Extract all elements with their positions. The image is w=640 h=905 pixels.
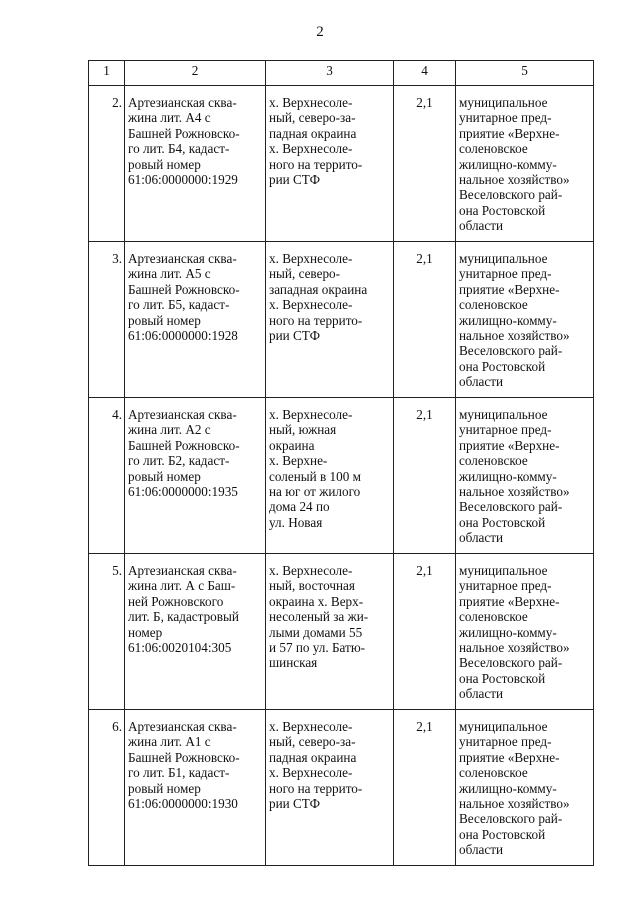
object-line: 61:06:0020104:305 bbox=[128, 640, 232, 656]
location-line: х. Верхнесоле- bbox=[269, 297, 353, 313]
object-description bbox=[125, 710, 266, 866]
location-line: дома 24 по bbox=[269, 499, 330, 515]
object-line: Башней Рожновско- bbox=[128, 749, 240, 765]
owner-line: она Ростовской bbox=[459, 514, 546, 530]
object-line: 61:06:0000000:1928 bbox=[128, 328, 238, 344]
owner-line: приятие «Верхне- bbox=[459, 125, 560, 141]
location-line: рии СТФ bbox=[269, 172, 320, 188]
object-line: 61:06:0000000:1930 bbox=[128, 796, 238, 812]
location-line: падная окраина bbox=[269, 125, 357, 141]
location-line: шинская bbox=[269, 655, 318, 671]
location-line: окраина х. Верх- bbox=[269, 593, 364, 609]
object-line: ровый номер bbox=[128, 312, 201, 328]
owner-line: нальное хозяйство» bbox=[459, 796, 570, 812]
owner-line: муниципальное bbox=[459, 563, 548, 578]
object-owner bbox=[456, 554, 594, 710]
owner-line: жилищно-комму- bbox=[459, 624, 557, 640]
property-table bbox=[88, 60, 594, 866]
owner-line: муниципальное bbox=[459, 407, 548, 422]
object-line: жина лит. А1 с bbox=[128, 734, 211, 750]
owner-line: приятие «Верхне- bbox=[459, 749, 560, 765]
object-description bbox=[125, 242, 266, 398]
location-line: х. Верхнесоле- bbox=[269, 407, 353, 422]
object-area: 2,1 bbox=[394, 710, 456, 866]
location-line: х. Верхнесоле- bbox=[269, 251, 353, 266]
owner-line: жилищно-комму- bbox=[459, 312, 557, 328]
owner-line: соленовское bbox=[459, 141, 528, 157]
object-line: Артезианская сква- bbox=[128, 251, 237, 266]
object-line: Башней Рожновско- bbox=[128, 281, 240, 297]
header-col-2: 2 bbox=[125, 61, 266, 86]
header-col-5: 5 bbox=[456, 61, 594, 86]
object-owner bbox=[456, 86, 594, 242]
location-line: х. Верхне- bbox=[269, 453, 328, 469]
owner-line: унитарное пред- bbox=[459, 110, 552, 126]
owner-line: Веселовского рай- bbox=[459, 811, 563, 827]
owner-line: муниципальное bbox=[459, 95, 548, 110]
object-owner bbox=[456, 242, 594, 398]
location-line: падная окраина bbox=[269, 749, 357, 765]
object-line: го лит. Б4, кадаст- bbox=[128, 141, 230, 157]
table-row bbox=[89, 710, 594, 866]
header-col-3: 3 bbox=[266, 61, 394, 86]
location-line: на юг от жилого bbox=[269, 484, 361, 500]
object-line: лит. Б, кадастровый bbox=[128, 609, 239, 625]
location-line: лыми домами 55 bbox=[269, 624, 363, 640]
location-line: несоленый за жи- bbox=[269, 609, 369, 625]
header-row bbox=[89, 61, 594, 86]
owner-line: области bbox=[459, 686, 504, 702]
object-location bbox=[266, 86, 394, 242]
owner-line: унитарное пред- bbox=[459, 266, 552, 282]
owner-line: нальное хозяйство» bbox=[459, 640, 570, 656]
location-line: западная окраина bbox=[269, 281, 368, 297]
object-line: Башней Рожновско- bbox=[128, 437, 240, 453]
owner-line: жилищно-комму- bbox=[459, 156, 557, 172]
owner-line: Веселовского рай- bbox=[459, 343, 563, 359]
location-line: ного на террито- bbox=[269, 780, 363, 796]
location-line: ул. Новая bbox=[269, 514, 323, 530]
location-line: рии СТФ bbox=[269, 796, 320, 812]
object-line: 61:06:0000000:1935 bbox=[128, 484, 238, 500]
object-line: жина лит. А с Баш- bbox=[128, 578, 236, 594]
owner-line: Веселовского рай- bbox=[459, 499, 563, 515]
owner-line: муниципальное bbox=[459, 251, 548, 266]
row-number: 5. bbox=[89, 554, 125, 710]
object-line: Артезианская сква- bbox=[128, 563, 237, 578]
object-description bbox=[125, 554, 266, 710]
location-line: и 57 по ул. Батю- bbox=[269, 640, 366, 656]
object-line: ровый номер bbox=[128, 780, 201, 796]
owner-line: соленовское bbox=[459, 765, 528, 781]
owner-line: области bbox=[459, 374, 504, 390]
owner-line: она Ростовской bbox=[459, 826, 546, 842]
object-location bbox=[266, 554, 394, 710]
row-number: 3. bbox=[89, 242, 125, 398]
location-line: х. Верхнесоле- bbox=[269, 95, 353, 110]
object-line: ней Рожновского bbox=[128, 593, 224, 609]
object-description bbox=[125, 398, 266, 554]
location-line: окраина bbox=[269, 437, 315, 453]
object-location bbox=[266, 398, 394, 554]
object-location bbox=[266, 710, 394, 866]
object-line: ровый номер bbox=[128, 156, 201, 172]
location-line: ный, северо-за- bbox=[269, 110, 356, 126]
owner-line: области bbox=[459, 218, 504, 234]
object-line: ровый номер bbox=[128, 468, 201, 484]
owner-line: она Ростовской bbox=[459, 670, 546, 686]
owner-line: приятие «Верхне- bbox=[459, 437, 560, 453]
owner-line: унитарное пред- bbox=[459, 578, 552, 594]
location-line: ного на террито- bbox=[269, 156, 363, 172]
table-row bbox=[89, 398, 594, 554]
location-line: соленый в 100 м bbox=[269, 468, 361, 484]
object-location bbox=[266, 242, 394, 398]
object-area: 2,1 bbox=[394, 554, 456, 710]
owner-line: нальное хозяйство» bbox=[459, 172, 570, 188]
location-line: ный, северо- bbox=[269, 266, 341, 282]
object-line: жина лит. А5 с bbox=[128, 266, 211, 282]
owner-line: соленовское bbox=[459, 609, 528, 625]
owner-line: унитарное пред- bbox=[459, 734, 552, 750]
location-line: ный, северо-за- bbox=[269, 734, 356, 750]
owner-line: жилищно-комму- bbox=[459, 468, 557, 484]
object-description bbox=[125, 86, 266, 242]
row-number: 2. bbox=[89, 86, 125, 242]
object-owner bbox=[456, 398, 594, 554]
owner-line: нальное хозяйство» bbox=[459, 328, 570, 344]
object-line: номер bbox=[128, 624, 163, 640]
location-line: рии СТФ bbox=[269, 328, 320, 344]
table-row bbox=[89, 554, 594, 710]
owner-line: области bbox=[459, 842, 504, 858]
location-line: ный, южная bbox=[269, 422, 337, 438]
owner-line: приятие «Верхне- bbox=[459, 593, 560, 609]
object-line: го лит. Б5, кадаст- bbox=[128, 297, 230, 313]
location-line: ный, восточная bbox=[269, 578, 355, 594]
owner-line: Веселовского рай- bbox=[459, 655, 563, 671]
object-line: жина лит. А2 с bbox=[128, 422, 211, 438]
owner-line: она Ростовской bbox=[459, 358, 546, 374]
location-line: х. Верхнесоле- bbox=[269, 563, 353, 578]
table-row bbox=[89, 242, 594, 398]
header-col-1: 1 bbox=[89, 61, 125, 86]
owner-line: соленовское bbox=[459, 297, 528, 313]
object-owner bbox=[456, 710, 594, 866]
owner-line: унитарное пред- bbox=[459, 422, 552, 438]
row-number: 4. bbox=[89, 398, 125, 554]
location-line: х. Верхнесоле- bbox=[269, 719, 353, 734]
header-col-4: 4 bbox=[394, 61, 456, 86]
object-line: жина лит. А4 с bbox=[128, 110, 211, 126]
object-line: Башней Рожновско- bbox=[128, 125, 240, 141]
object-line: Артезианская сква- bbox=[128, 719, 237, 734]
owner-line: нальное хозяйство» bbox=[459, 484, 570, 500]
owner-line: области bbox=[459, 530, 504, 546]
owner-line: приятие «Верхне- bbox=[459, 281, 560, 297]
owner-line: муниципальное bbox=[459, 719, 548, 734]
object-line: Артезианская сква- bbox=[128, 95, 237, 110]
location-line: х. Верхнесоле- bbox=[269, 765, 353, 781]
object-area: 2,1 bbox=[394, 242, 456, 398]
table-row bbox=[89, 86, 594, 242]
row-number: 6. bbox=[89, 710, 125, 866]
owner-line: Веселовского рай- bbox=[459, 187, 563, 203]
object-area: 2,1 bbox=[394, 398, 456, 554]
owner-line: жилищно-комму- bbox=[459, 780, 557, 796]
object-line: 61:06:0000000:1929 bbox=[128, 172, 238, 188]
object-area: 2,1 bbox=[394, 86, 456, 242]
object-line: го лит. Б1, кадаст- bbox=[128, 765, 230, 781]
owner-line: она Ростовской bbox=[459, 202, 546, 218]
object-line: Артезианская сква- bbox=[128, 407, 237, 422]
location-line: ного на террито- bbox=[269, 312, 363, 328]
location-line: х. Верхнесоле- bbox=[269, 141, 353, 157]
page-number: 2 bbox=[316, 24, 324, 40]
object-line: го лит. Б2, кадаст- bbox=[128, 453, 230, 469]
owner-line: соленовское bbox=[459, 453, 528, 469]
